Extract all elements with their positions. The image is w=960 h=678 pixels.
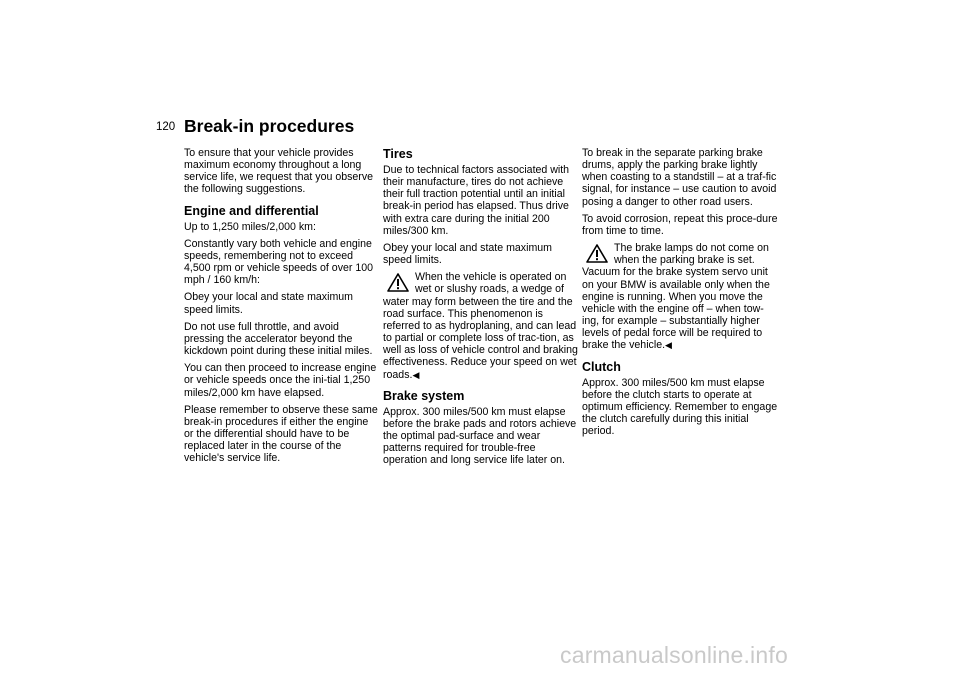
column-1 <box>184 147 380 469</box>
page-title: Break-in procedures <box>184 116 355 136</box>
paragraph: Due to technical factors associated with their manufacture, tires do not achieve their full traction potential until an initial break-in period has elapsed. Thus drive with extra care during the initial 200 miles/300 km. <box>383 164 570 237</box>
paragraph: Approx. 300 miles/500 km must elapse before the brake pads and rotors achieve the optimal pad-surface and wear patterns required for trouble-free operation and long service life later on. <box>383 405 577 467</box>
paragraph: To break in the separate parking brake drums, apply the parking brake lightly when coasting to a standstill – at a traf-fic signal, for instance – use caution to avoid posing a danger to other road users. <box>582 147 777 208</box>
watermark: carmanualsonline.info <box>560 642 788 668</box>
hydroplaning-warning <box>383 271 579 380</box>
paragraph: Approx. 300 miles/500 km must elapse before the clutch starts to operate at optimum efficiency. Remember to engage the clutch carefully during this initial period. <box>582 376 778 438</box>
clutch-heading: Clutch <box>582 359 621 374</box>
page-number: 120 <box>156 121 176 133</box>
paragraph: Obey your local and state maximum speed limits. <box>383 241 552 267</box>
paragraph: Constantly vary both vehicle and engine speeds, remembering not to exceed 4,500 rpm or vehicle speeds of over 100 mph / 160 km/h: <box>184 237 374 287</box>
column-2 <box>383 147 579 471</box>
warning-text: The brake lamps do not come on when the parking brake is set. Vacuum for the brake system servo unit on your BMW is available only when the engine is running. When you move the vehicle with the engine off – when tow-ing, for example – substantially higher levels of pedal force will be required to brake the vehicle. <box>582 242 770 352</box>
engine-differential-heading: Engine and differential <box>184 203 319 218</box>
paragraph: Please remember to observe these same break-in procedures if either the engine or the differential should have to be replaced later in the course of the vehicle's service life. <box>184 403 378 465</box>
brake-system-heading: Brake system <box>383 388 465 403</box>
column-3 <box>582 147 778 442</box>
warning-triangle-icon <box>586 244 608 263</box>
warning-triangle-icon <box>387 273 409 292</box>
paragraph: Do not use full throttle, and avoid pressing the accelerator beyond the kickdown point during these initial miles. <box>184 320 373 358</box>
parking-brake-warning <box>582 242 778 351</box>
tires-heading: Tires <box>383 147 413 161</box>
intro-paragraph: To ensure that your vehicle provides maximum economy throughout a long service life, we request that you observe the following suggestions. <box>184 147 374 196</box>
paragraph: Obey your local and state maximum speed limits. <box>184 291 353 316</box>
paragraph: You can then proceed to increase engine or vehicle speeds once the ini-tial 1,250 miles/2,000 km have elapsed. <box>184 362 377 399</box>
warning-text: When the vehicle is operated on wet or slushy roads, a wedge of water may form between the tire and the road surface. This phenomenon is referred to as hydroplaning, and can lead to partial or complete loss of trac-tion, as well as loss of vehicle control and braking effectiveness. Reduce your speed on wet roads. <box>383 271 578 381</box>
paragraph: To avoid corrosion, repeat this proce-dure from time to time. <box>582 212 778 237</box>
end-mark-icon: ◀ <box>665 340 672 351</box>
end-mark-icon: ◀ <box>412 369 420 380</box>
paragraph: Up to 1,250 miles/2,000 km: <box>184 220 316 233</box>
